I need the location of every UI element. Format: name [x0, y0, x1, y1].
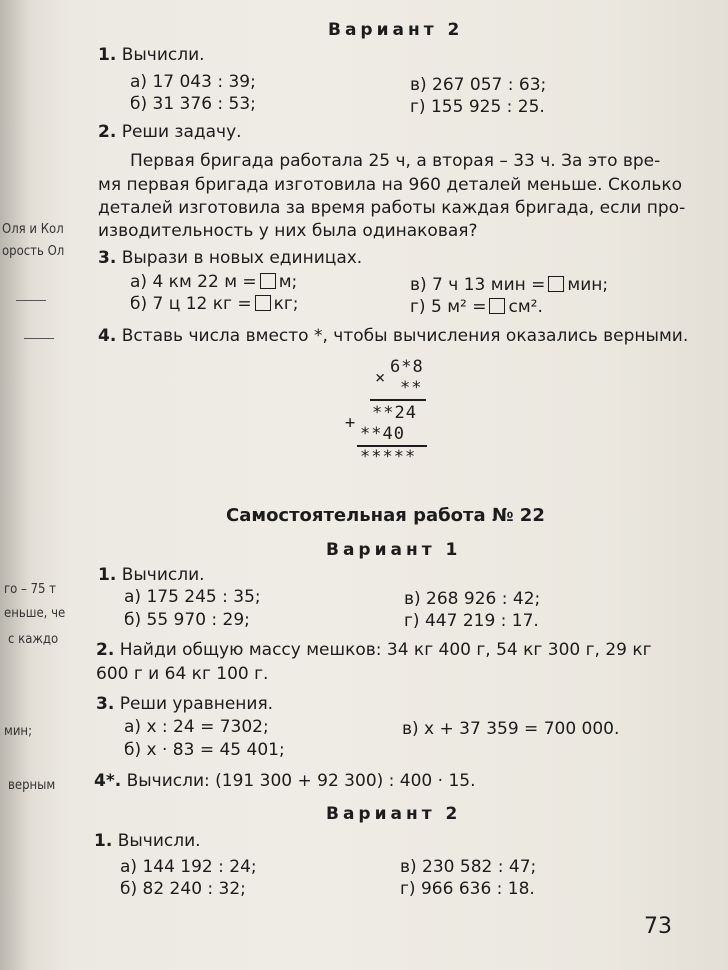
task-3	[98, 248, 362, 268]
conversion-text: в) 7 ч 13 мин =	[410, 275, 546, 295]
task-number: 4.	[98, 326, 117, 346]
conversion-a	[130, 272, 297, 292]
mult-row-1: 6*8	[390, 357, 424, 377]
problem-line: изводительность у них была одинаковая?	[98, 221, 478, 241]
task-4	[98, 326, 688, 346]
mult-row-3: **24	[372, 403, 417, 423]
mult-row-4: **40	[360, 424, 405, 444]
exercise-b: б) 82 240 : 32;	[120, 879, 246, 899]
exercise-v: в) 230 582 : 47;	[400, 857, 537, 877]
task-text: Вычисли.	[121, 565, 205, 585]
conversion-v	[410, 275, 608, 295]
exercise-v: в) 268 926 : 42;	[404, 589, 541, 609]
problem-line: Первая бригада работала 25 ч, а вторая – 33 ч. За это вре-	[130, 151, 661, 171]
times-sign: ×	[375, 368, 387, 388]
edge-fragment: го – 75 т	[4, 582, 56, 597]
mult-line	[370, 399, 426, 401]
task-3	[96, 694, 273, 714]
edge-fragment: еньше, че	[4, 606, 66, 621]
exercise-a: а) 144 192 : 24;	[120, 857, 257, 877]
problem-line: мя первая бригада изготовила на 960 деталей меньше. Сколько	[98, 175, 683, 195]
section-heading: Самостоятельная работа № 22	[226, 505, 545, 526]
exercise-g: г) 966 636 : 18.	[400, 879, 535, 899]
conversion-unit: см².	[508, 297, 543, 317]
exercise-b: б) 55 970 : 29;	[124, 610, 250, 630]
task-number: 2.	[96, 640, 115, 660]
conversion-b	[130, 294, 299, 314]
problem-line: деталей изготовила за время работы каждая бригада, если про-	[98, 198, 686, 218]
exercise-a: а) 17 043 : 39;	[130, 72, 256, 92]
conversion-unit: мин;	[567, 275, 609, 295]
variant-heading: Вариант 2	[328, 20, 464, 40]
exercise-b: б) 31 376 : 53;	[130, 94, 256, 114]
task-2	[98, 122, 242, 142]
task-text: Вычисли.	[121, 45, 205, 65]
conversion-g	[410, 297, 543, 317]
variant-heading: Вариант 2	[326, 804, 462, 824]
answer-box	[255, 295, 271, 311]
answer-box	[548, 276, 564, 292]
mult-row-5: *****	[360, 447, 417, 467]
task-number: 3.	[96, 694, 115, 714]
conversion-text: г) 5 м² =	[410, 297, 487, 317]
edge-fragment: орость Ол	[2, 244, 65, 259]
task-2	[96, 640, 652, 660]
edge-fragment: верным	[8, 778, 56, 793]
task-text-cont: 600 г и 64 кг 100 г.	[96, 664, 269, 684]
task-number: 2.	[98, 122, 117, 142]
task-4-star	[94, 771, 476, 791]
answer-box	[489, 298, 505, 314]
plus-sign: +	[345, 413, 357, 433]
exercise-g: г) 155 925 : 25.	[410, 97, 545, 117]
task-text: Вырази в новых единицах.	[121, 248, 363, 268]
task-text: Реши задачу.	[121, 122, 242, 142]
equation-a: а) x : 24 = 7302;	[124, 717, 269, 737]
task-number: 3.	[98, 248, 117, 268]
equation-v: в) x + 37 359 = 700 000.	[402, 719, 620, 739]
task-number: 1.	[98, 45, 117, 65]
edge-fragment: мин;	[4, 724, 33, 739]
edge-line	[16, 300, 46, 301]
task-text: Найди общую массу мешков: 34 кг 400 г, 54 кг 300 г, 29 кг	[119, 640, 652, 660]
variant-heading: Вариант 1	[326, 540, 462, 560]
answer-box	[260, 273, 276, 289]
conversion-text: а) 4 км 22 м =	[130, 272, 257, 292]
task-1	[98, 565, 205, 585]
task-text: Реши уравнения.	[119, 694, 274, 714]
exercise-g: г) 447 219 : 17.	[404, 611, 539, 631]
exercise-v: в) 267 057 : 63;	[410, 75, 547, 95]
exercise-a: а) 175 245 : 35;	[124, 587, 261, 607]
task-text: Вставь числа вместо *, чтобы вычисления оказались верными.	[121, 326, 689, 346]
task-text: Вычисли: (191 300 + 92 300) : 400 · 15.	[126, 771, 476, 791]
task-text: Вычисли.	[117, 831, 201, 851]
edge-fragment: Оля и Кол	[2, 222, 64, 237]
task-number: 4*.	[94, 771, 122, 791]
equation-b: б) x · 83 = 45 401;	[124, 740, 285, 760]
task-number: 1.	[94, 831, 113, 851]
conversion-unit: м;	[278, 272, 298, 292]
conversion-text: б) 7 ц 12 кг =	[130, 294, 252, 314]
edge-line	[24, 338, 54, 339]
edge-fragment: с каждо	[8, 632, 59, 647]
task-1	[94, 831, 201, 851]
mult-row-2: **	[400, 378, 423, 398]
page-number: 73	[644, 914, 672, 939]
task-1	[98, 45, 205, 65]
task-number: 1.	[98, 565, 117, 585]
conversion-unit: кг;	[273, 294, 299, 314]
